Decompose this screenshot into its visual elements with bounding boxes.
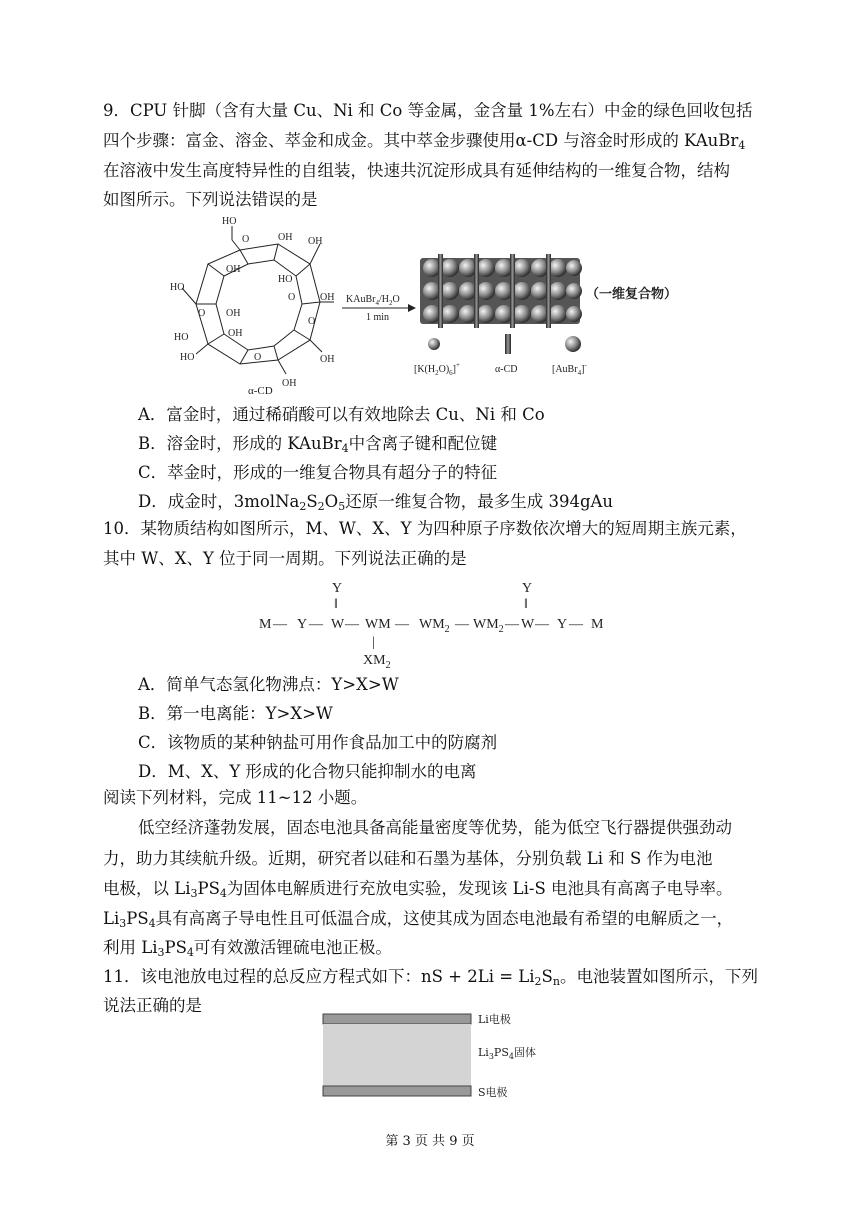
- svg-text:‖: ‖: [524, 597, 528, 612]
- svg-text:WM: WM: [365, 617, 391, 632]
- oh-label: OH: [226, 264, 241, 275]
- svg-text:—: —: [395, 617, 409, 632]
- svg-text:WM2: $WM_2$: [473, 617, 504, 635]
- q11-line2: 说法正确的是: [103, 996, 202, 1015]
- svg-text:‖: ‖: [334, 597, 338, 612]
- reading-p3: 电极，以 $Li_3PS_4$为固体电解质进行充放电实验，发现该 Li-S 电池具有高离子电导率。: [103, 879, 733, 900]
- svg-text:α-CD: α-CD: [495, 364, 518, 375]
- svg-text:W: W: [521, 617, 535, 632]
- oh-label: OH: [308, 236, 323, 247]
- oh-label: OH: [320, 354, 335, 365]
- q9-option-b: B．溶金时，形成的 KAuBr$_4$中含离子键和配位键: [138, 434, 498, 455]
- svg-text:—: —: [505, 617, 519, 632]
- o-label: O: [198, 308, 206, 319]
- ho-label: HO: [174, 332, 189, 343]
- svg-text:|: |: [372, 635, 375, 650]
- oh-label: OH: [228, 328, 243, 339]
- q9-line4: 如图所示。下列说法错误的是: [103, 190, 318, 209]
- q10-option-a: A．简单气态氢化物沸点：Y>X>W: [138, 675, 399, 694]
- ho-label: HO: [170, 282, 185, 293]
- one-dimensional-complex: [420, 254, 582, 328]
- o-label: O: [308, 316, 316, 327]
- reading-p5: 利用 $Li_3PS_4$可有效激活锂硫电池正极。: [103, 938, 392, 959]
- reaction-arrow: [342, 294, 416, 323]
- q9-option-a: A．富金时，通过稀硝酸可以有效地除去 Cu、Ni 和 Co: [138, 405, 545, 424]
- q10-option-c: C．该物质的某种钠盐可用作食品加工中的防腐剂: [138, 733, 498, 752]
- q9-line3: 在溶液中发生高度特异性的自组装，快速共沉淀形成具有延伸结构的一维复合物，结构: [103, 161, 730, 180]
- svg-text:Y: Y: [557, 617, 568, 632]
- o-label: O: [254, 352, 262, 363]
- o-label: O: [288, 292, 296, 303]
- q9-option-d: D．成金时，$3molNa_2S_2O_5$还原一维复合物，最多生成 394gAu: [138, 492, 614, 513]
- svg-text:KAuBr4/H2O: $KAuBr_4/H_2O$: [346, 294, 400, 307]
- q9-line2: 四个步骤：富金、溶金、萃金和成金。其中萃金步骤使用α-CD 与溶金时形成的 KAuBr$_4$: [103, 131, 746, 152]
- svg-text:Y: Y: [522, 581, 533, 596]
- ho-label: HO: [278, 274, 293, 285]
- q9-figure: [170, 212, 710, 402]
- q9-line1: 9．CPU 针脚（含有大量 Cu、Ni 和 Co 等金属，金含量 1%左右）中金的绿色回收包括: [103, 101, 753, 120]
- page-footer: 第 3 页 共 9 页: [385, 1134, 475, 1149]
- o-label: O: [242, 234, 250, 245]
- figure-legend: [414, 334, 587, 377]
- ho-label: HO: [222, 216, 237, 227]
- svg-text:—: —: [569, 617, 583, 632]
- q10-line1: 10．某物质结构如图所示，M、W、X、Y 为四种原子序数依次增大的短周期主族元素，: [103, 519, 747, 538]
- svg-text:—: —: [309, 617, 323, 632]
- oh-label: OH: [282, 378, 297, 389]
- reading-p1: 低空经济蓬勃发展，固态电池具备高能量密度等优势，能为低空飞行器提供强劲动: [138, 818, 732, 837]
- product-label: （一维复合物）: [586, 287, 678, 302]
- reading-p4: $Li_3PS_4$具有高离子导电性且可低温合成，这使其成为固态电池最有希望的电解质之一，: [103, 909, 734, 930]
- oh-label: OH: [320, 292, 335, 303]
- q10-option-b: B．第一电离能：Y>X>W: [138, 704, 333, 723]
- q10-structure: [255, 578, 615, 670]
- s-electrode-label: S电极: [478, 1086, 508, 1099]
- q10-line2: 其中 W、X、Y 位于同一周期。下列说法正确的是: [103, 549, 467, 568]
- svg-text:—: —: [345, 617, 359, 632]
- alpha-cd-label: α-CD: [248, 385, 273, 397]
- svg-text:—: —: [535, 617, 549, 632]
- svg-text:[AuBr4]-: [AuBr$_4$]-: [552, 361, 587, 377]
- oh-label: OH: [226, 308, 241, 319]
- ho-label: HO: [180, 352, 195, 363]
- svg-text:WM2: $WM_2$: [419, 617, 450, 635]
- alpha-cd-cylinder-icon: [505, 334, 511, 354]
- svg-text:Y: Y: [297, 617, 308, 632]
- svg-text:XM2: $XM_2$: [363, 653, 391, 670]
- li-electrode-label: Li电极: [478, 1013, 511, 1026]
- k-water-sphere-icon: [428, 338, 440, 350]
- svg-text:—: —: [273, 617, 287, 632]
- reading-p2: 力，助力其续航升级。近期，研究者以硅和石墨为基体，分别负载 Li 和 S 作为电池: [103, 849, 713, 868]
- oh-label: OH: [278, 232, 293, 243]
- svg-text:W: W: [331, 617, 345, 632]
- s-electrode: [323, 1086, 471, 1096]
- solid-electrolyte-label: $Li_3PS_4$固体: [478, 1046, 536, 1061]
- reading-intro: 阅读下列材料，完成 11~12 小题。: [103, 788, 368, 807]
- q11-battery-figure: [318, 1008, 578, 1104]
- svg-text:[K(H2O)6]+: $[K(H_2O)_6]^+$: [414, 361, 460, 377]
- svg-text:Y: Y: [332, 581, 343, 596]
- svg-text:—: —: [455, 617, 469, 632]
- q9-option-c: C．萃金时，形成的一维复合物具有超分子的特征: [138, 463, 498, 482]
- li3ps4-solid-electrolyte: [323, 1024, 471, 1086]
- q11-line1: 11．该电池放电过程的总反应方程式如下：nS + $2Li = Li_2S_n$。电池装置如图所示，下列: [103, 967, 758, 988]
- svg-text:M: M: [259, 617, 272, 632]
- q10-option-d: D．M、X、Y 形成的化合物只能抑制水的电离: [138, 762, 477, 781]
- svg-text:1 min: 1 min: [366, 312, 390, 323]
- aubr4-sphere-icon: [565, 336, 581, 352]
- svg-text:M: M: [591, 617, 604, 632]
- li-electrode: [323, 1014, 471, 1024]
